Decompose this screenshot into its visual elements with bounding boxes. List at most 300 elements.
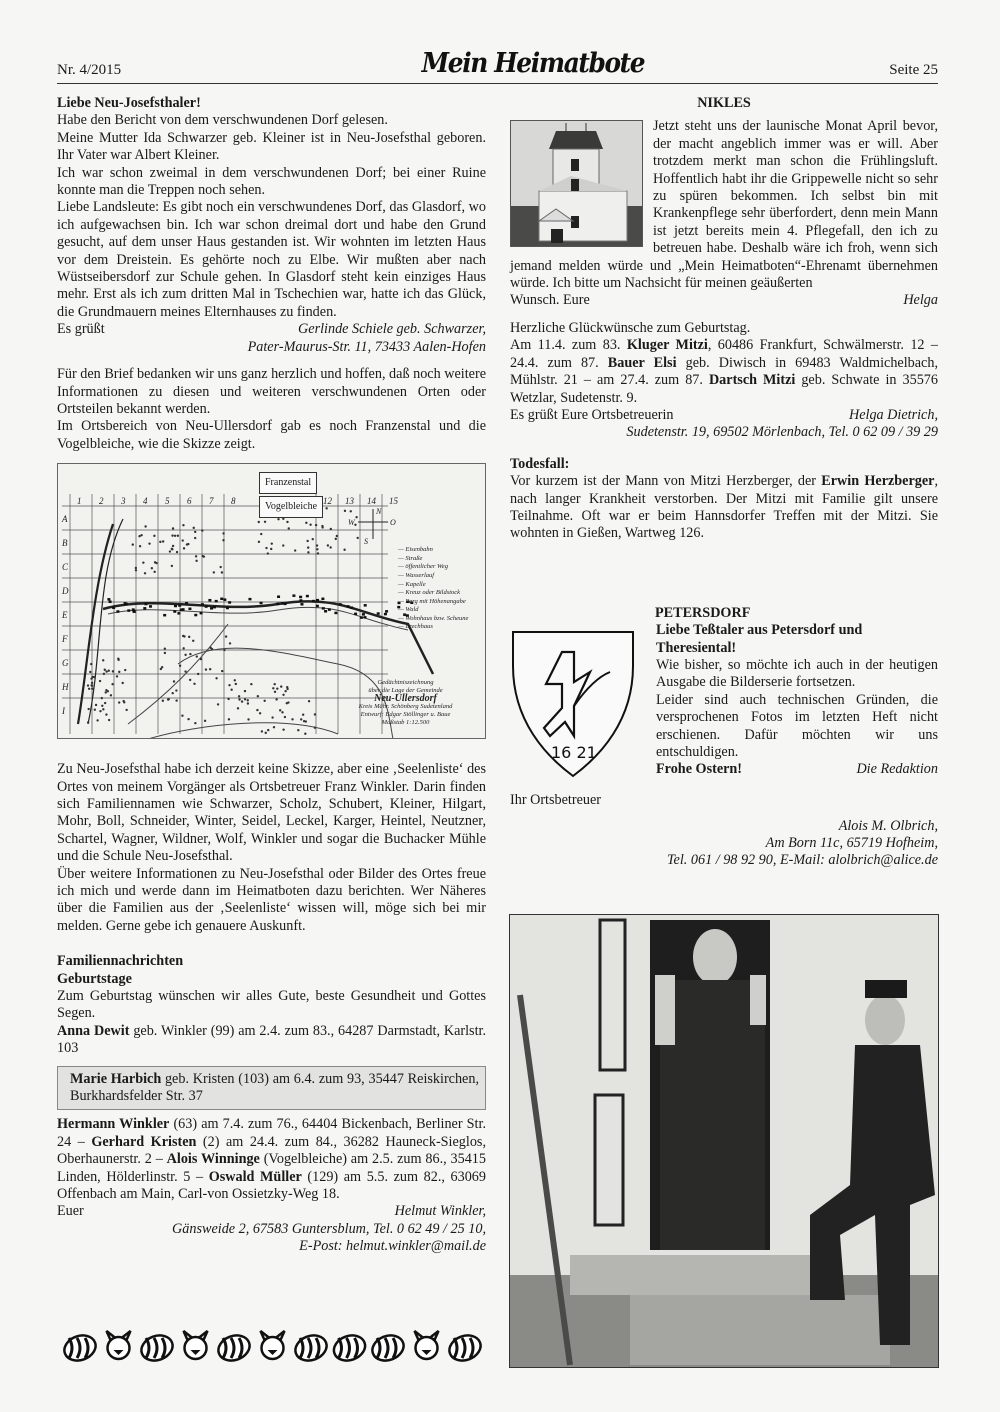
map-tree-mark — [316, 548, 318, 550]
map-house-mark — [276, 603, 279, 606]
map-tree-mark — [140, 534, 142, 536]
map-tree-mark — [282, 729, 284, 731]
map-row-label: B — [62, 538, 68, 549]
map-tree-mark — [99, 680, 101, 682]
map-tree-mark — [282, 518, 284, 520]
map-tree-mark — [250, 683, 252, 685]
person-name: Oswald Müller — [208, 1168, 302, 1185]
subheading-geburtstage: Geburtstage — [57, 970, 132, 987]
right-column — [510, 95, 938, 870]
map-column-label: 6 — [187, 496, 192, 507]
map-tree-mark — [336, 535, 338, 537]
map-title-line: Kreis Mähr. Schönberg Sudetenland — [358, 703, 453, 711]
map-tree-mark — [227, 698, 229, 700]
map-tree-mark — [280, 686, 282, 688]
map-tree-mark — [270, 548, 272, 550]
map-tree-mark — [179, 665, 181, 667]
map-tree-mark — [200, 658, 202, 660]
map-tree-mark — [314, 713, 316, 715]
map-tree-mark — [173, 680, 175, 682]
page-number: Seite 25 — [889, 62, 938, 78]
map-tree-mark — [108, 719, 110, 721]
map-tree-mark — [344, 510, 346, 512]
map-house-mark — [312, 600, 315, 603]
map-tree-mark — [124, 669, 126, 671]
entry-details: geb. Schwate in 35576 Wetzlar, Sudetenstr. 9. — [510, 372, 938, 406]
map-tree-mark — [217, 703, 219, 705]
map-tree-mark — [357, 537, 359, 539]
signer-contact: Tel. 061 / 98 92 90, E-Mail: alolbrich@alice.de — [666, 852, 938, 869]
map-tree-mark — [271, 543, 273, 545]
map-title-block — [328, 679, 483, 727]
map-tree-mark — [267, 552, 269, 554]
nikles-signature — [510, 292, 938, 309]
map-tree-mark — [194, 722, 196, 724]
map-tree-mark — [132, 544, 134, 546]
map-tree-mark — [121, 682, 123, 684]
map-tree-mark — [153, 535, 155, 537]
map-tree-mark — [116, 675, 118, 677]
map-house-mark — [277, 596, 280, 599]
map-tree-mark — [230, 689, 232, 691]
map-scale: Maßstab 1:12.500 — [381, 719, 430, 727]
map-tree-mark — [103, 673, 105, 675]
map-house-mark — [133, 611, 136, 614]
map-tree-mark — [101, 697, 103, 699]
map-column-label: 3 — [121, 496, 126, 507]
map-tree-mark — [263, 700, 265, 702]
map-house-mark — [354, 613, 357, 616]
map-house-mark — [127, 609, 130, 612]
historic-photo-doorway — [509, 914, 939, 1368]
map-tree-mark — [211, 648, 213, 650]
map-tree-mark — [176, 551, 178, 553]
map-tree-mark — [89, 671, 91, 673]
map-tree-mark — [174, 535, 176, 537]
map-tree-mark — [102, 708, 104, 710]
person-name: Alois Winninge — [166, 1151, 260, 1168]
map-tree-mark — [275, 698, 277, 700]
todesfall-text-part: , nach langer Krankheit verstorben. Der Mitzi mit Familie gilt unsere Teilnahme. Oft war er beim Hannsdorfer Treffen mit der Mitzi. Sie wohnten in Gießen, Wartweg 126. — [510, 473, 939, 542]
petersdorf-paragraph: Wie bisher, so möchte ich auch in der heutigen Ausgabe die Bilderserie fortsetzen. — [656, 656, 938, 691]
map-house-mark — [377, 612, 380, 615]
map-tree-mark — [234, 679, 236, 681]
compass-icon — [358, 509, 388, 539]
wavy-egg-icon — [369, 1331, 407, 1364]
map-tree-mark — [271, 716, 273, 718]
map-house-mark — [116, 610, 119, 613]
map-house-mark — [200, 612, 203, 615]
striped-egg-icon — [138, 1331, 176, 1364]
map-house-mark — [112, 607, 115, 610]
person-name: Erwin Herzberger — [821, 473, 935, 490]
map-tree-mark — [160, 668, 162, 670]
map-house-mark — [205, 605, 208, 608]
map-house-mark — [362, 613, 365, 616]
map-house-mark — [174, 605, 177, 608]
map-tree-mark — [305, 720, 307, 722]
map-tree-mark — [194, 537, 196, 539]
map-tree-mark — [91, 682, 93, 684]
compass-label: N — [376, 507, 382, 517]
map-tree-mark — [123, 701, 125, 703]
dotted-egg-icon — [62, 1331, 99, 1364]
map-house-mark — [306, 595, 309, 598]
map-tree-mark — [229, 642, 231, 644]
map-tree-mark — [272, 687, 274, 689]
map-house-mark — [220, 598, 223, 601]
letter-paragraph: Ich war schon zweimal in dem verschwundenen Dorf; bei einer Ruine konnte man die Treppen noch sehen. — [57, 164, 486, 199]
map-tree-mark — [187, 718, 189, 720]
map-tree-mark — [237, 707, 239, 709]
compass-label: W — [348, 518, 355, 528]
map-house-mark — [194, 614, 197, 617]
map-tree-mark — [225, 636, 227, 638]
map-tree-mark — [184, 670, 186, 672]
map-tree-mark — [247, 718, 249, 720]
map-tree-mark — [182, 524, 184, 526]
map-tree-mark — [90, 663, 92, 665]
birthday-entries — [57, 1116, 486, 1203]
entry-details: geb. Diwisch in 69483 Waldmichelbach, Mühlstr. 21 – am 27.4. zum 87. — [510, 354, 938, 389]
map-tree-mark — [267, 729, 269, 731]
map-column-label: 14 — [367, 496, 376, 507]
contact-name: Helga Dietrich, — [848, 406, 938, 423]
map-tree-mark — [294, 549, 296, 551]
map-house-mark — [260, 602, 263, 605]
map-house-mark — [178, 604, 181, 607]
map-house-mark — [144, 603, 147, 606]
map-tree-mark — [307, 547, 309, 549]
map-house-mark — [188, 608, 191, 611]
signer-address: Am Born 11c, 65719 Hofheim, — [765, 834, 938, 851]
greeting: Euer — [57, 1203, 84, 1220]
map-tree-mark — [182, 647, 184, 649]
greeting: Es grüßt — [57, 321, 105, 338]
map-tree-mark — [201, 530, 203, 532]
entry-details: , 60486 Frankfurt, Schwälmerstr. 12 – 24.4. zum 87. — [510, 337, 938, 371]
map-house-mark — [281, 602, 284, 605]
map-legend-item: — Kapelle — [398, 580, 426, 588]
map-tree-mark — [197, 673, 199, 675]
map-tree-mark — [153, 571, 155, 573]
map-tree-mark — [247, 699, 249, 701]
reply-paragraph: Für den Brief bedanken wir uns ganz herzlich und hoffen, daß noch weitere Informationen zu diesen und weiteren verschwundenen Orten oder Ortsteilen bekannt werden. — [57, 366, 486, 417]
map-tree-mark — [235, 683, 237, 685]
map-tree-mark — [192, 640, 194, 642]
map-title-line: über die Lage der Gemeinde — [368, 687, 443, 695]
map-tree-mark — [257, 695, 259, 697]
map-house-mark — [173, 610, 176, 613]
map-tree-mark — [286, 686, 288, 688]
map-tree-mark — [282, 544, 284, 546]
signer-email: E-Post: helmut.winkler@mail.de — [299, 1238, 486, 1255]
map-tree-mark — [284, 690, 286, 692]
map-tree-mark — [265, 732, 267, 734]
map-tree-mark — [125, 709, 127, 711]
map-house-mark — [223, 599, 226, 602]
map-house-mark — [292, 595, 295, 598]
person-name: Dartsch Mitzi — [708, 372, 796, 389]
reply-paragraph: Im Ortsbereich von Neu-Ullersdorf gab es noch Franzenstal und die Vogelbleiche, wie die Skizze zeigt. — [57, 418, 486, 452]
map-tree-mark — [288, 527, 290, 529]
map-column-label: 1 — [77, 496, 82, 507]
map-house-mark — [322, 607, 325, 610]
map-tree-mark — [244, 690, 246, 692]
map-tree-mark — [162, 700, 164, 702]
map-tree-mark — [291, 718, 293, 720]
map-row-label: A — [62, 514, 68, 525]
map-tree-mark — [171, 548, 173, 550]
person-name: Bauer Elsi — [607, 354, 677, 371]
map-tree-mark — [286, 521, 288, 523]
map-tree-mark — [300, 718, 302, 720]
map-house-mark — [339, 603, 342, 606]
closing: Ihr Ortsbetreuer — [510, 792, 601, 809]
chick-in-egg-icon — [330, 1331, 368, 1364]
map-tree-mark — [306, 540, 308, 542]
map-column-label: 13 — [345, 496, 354, 507]
map-tree-mark — [164, 648, 166, 650]
map-house-mark — [177, 612, 180, 615]
entry-details: geb. Kristen (103) am 6.4. zum 93, 35447 Reiskirchen, Burkhardsfelder Str. 37 — [70, 1070, 479, 1105]
letter-title: Liebe Neu-Josefsthaler! — [57, 95, 201, 111]
banded-egg-icon — [446, 1331, 484, 1364]
map-tree-mark — [172, 545, 174, 547]
map-tree-mark — [151, 567, 153, 569]
signer-name: Helmut Winkler, — [394, 1203, 486, 1220]
map-tree-mark — [91, 688, 93, 690]
section-title-petersdorf: PETERSDORF — [655, 604, 751, 621]
map-tree-mark — [264, 521, 266, 523]
entry-details: geb. Winkler (99) am 2.4. zum 83., 64287 Darmstadt, Karlstr. 103 — [57, 1022, 487, 1057]
map-tree-mark — [282, 694, 284, 696]
map-house-mark — [109, 601, 112, 604]
map-legend-item: — Wald — [398, 606, 419, 614]
map-tree-mark — [171, 535, 173, 537]
family-signature — [57, 1203, 486, 1220]
letter-signature — [57, 321, 486, 338]
map-tree-mark — [95, 704, 97, 706]
map-tree-mark — [258, 521, 260, 523]
map-tree-mark — [222, 539, 224, 541]
nikles-birthdays — [510, 337, 938, 407]
map-house-mark — [213, 606, 216, 609]
map-tree-mark — [110, 694, 112, 696]
easter-greeting: Frohe Ostern! — [656, 761, 743, 778]
map-tree-mark — [213, 571, 215, 573]
map-house-mark — [360, 616, 363, 619]
map-tree-mark — [112, 670, 114, 672]
closing: Wunsch. Eure — [510, 292, 590, 309]
map-tree-mark — [316, 544, 318, 546]
map-tree-mark — [87, 708, 89, 710]
map-house-mark — [316, 605, 319, 608]
map-tree-mark — [175, 700, 177, 702]
map-tree-mark — [88, 688, 90, 690]
map-column-label: 12 — [323, 496, 332, 507]
map-tree-mark — [281, 711, 283, 713]
map-tree-mark — [148, 543, 150, 545]
compass-label: S — [364, 537, 368, 547]
map-tree-mark — [169, 550, 171, 552]
map-tree-mark — [135, 569, 137, 571]
person-name: Hermann Winkler — [57, 1116, 170, 1133]
map-tree-mark — [261, 730, 263, 732]
map-tree-mark — [223, 649, 225, 651]
todesfall-text-part: Vor kurzem ist der Mann von Mitzi Herzberger, der — [510, 473, 822, 490]
map-tree-mark — [256, 709, 258, 711]
map-column-label: 15 — [389, 496, 398, 507]
map-tree-mark — [188, 636, 190, 638]
church-photo — [510, 120, 643, 247]
map-tree-mark — [175, 689, 177, 691]
letter-neu-josefsthal — [57, 95, 486, 356]
map-legend-item: — Eisenbahn — [398, 546, 433, 554]
map-house-mark — [364, 604, 367, 607]
map-tree-mark — [307, 551, 309, 553]
map-tree-mark — [135, 567, 137, 569]
map-house-mark — [321, 598, 324, 601]
masthead-logo: Mein Heimatbote — [421, 48, 645, 79]
photo-image — [510, 915, 939, 1368]
map-row-label: G — [62, 658, 69, 669]
map-tree-mark — [187, 543, 189, 545]
signer-name: Alois M. Olbrich, — [838, 817, 938, 834]
map-tree-mark — [189, 653, 191, 655]
nikles-body: Jetzt steht uns der launische Monat April bevor, der macht angeblich immer was er will. Aber trotzdem merkt man schon die Frühlingsluft. Hoffentlich habt ihr die Grippewelle nicht so sehr zu spüren bekommen. Ich selbst bin mit Krankenpflege sehr überfordert, denn mein Mann ist jetzt bereits mein 4. Pflegefall, den ich zu betreuen habe. Deshalb wäre ich froh, wenn sich jemand melden würde und „Mein Heimatboten“-Ehrenamt übernehmen würde. Ich bitte um Nachsicht für meinen geäußerten — [510, 118, 938, 292]
map-tree-mark — [172, 692, 174, 694]
map-tree-mark — [94, 709, 96, 711]
map-row-label: E — [62, 610, 68, 621]
map-house-mark — [185, 602, 188, 605]
highlighted-birthday-entry — [57, 1066, 486, 1111]
bunny-icon — [107, 1331, 131, 1359]
map-house-mark — [143, 607, 146, 610]
map-house-mark — [334, 612, 337, 615]
map-tree-mark — [308, 700, 310, 702]
petersdorf-sign-off — [656, 761, 938, 778]
map-tree-mark — [164, 652, 166, 654]
bunny-icon — [415, 1331, 439, 1359]
map-tree-mark — [96, 719, 98, 721]
map-house-mark — [124, 602, 127, 605]
map-tree-mark — [335, 538, 337, 540]
signer-name: Gerlinde Schiele geb. Schwarzer, — [298, 321, 486, 338]
map-tree-mark — [177, 535, 179, 537]
section-heading-familiennachrichten: Familiennachrichten — [57, 953, 184, 970]
easter-decoration-row — [62, 1330, 487, 1366]
person-name: Marie Harbich — [70, 1070, 162, 1087]
map-tree-mark — [193, 683, 195, 685]
signer-address: Pater-Maurus-Str. 11, 73433 Aalen-Hofen — [247, 338, 486, 355]
map-tree-mark — [101, 705, 103, 707]
map-legend-item: — Wohnhaus bzw. Scheune — [398, 614, 469, 622]
map-tree-mark — [193, 527, 195, 529]
entry-details: (129) am 5.5. zum 82., 63069 Offenbach am Main, Carl-von Ossietzky-Weg 18. — [57, 1168, 486, 1203]
map-tree-mark — [258, 541, 260, 543]
map-tree-mark — [108, 670, 110, 672]
map-tree-mark — [312, 538, 314, 540]
map-legend — [398, 546, 468, 632]
congrats-line: Herzliche Glückwünsche zum Geburtstag. — [510, 319, 751, 336]
birthday-intro: Zum Geburtstag wünschen wir alles Gute, beste Gesundheit und Gottes Segen. — [57, 988, 486, 1022]
greeting: Es grüßt Eure Ortsbetreuerin — [510, 406, 674, 423]
map-tree-mark — [105, 671, 107, 673]
map-tree-mark — [195, 555, 197, 557]
map-title-line: Gedächtniszeichnung — [377, 679, 434, 687]
map-tree-mark — [104, 669, 106, 671]
chick-icon — [184, 1331, 208, 1359]
map-legend-item: — Kreuz oder Bildstock — [398, 589, 461, 597]
map-tree-mark — [102, 659, 104, 661]
map-tree-mark — [228, 718, 230, 720]
map-tree-mark — [90, 684, 92, 686]
map-legend-item: — Berg mit Höhenangabe — [398, 597, 466, 605]
map-tree-mark — [183, 635, 185, 637]
map-row-label: I — [62, 706, 65, 717]
map-tree-mark — [317, 552, 319, 554]
map-legend-item: — Wasserlauf — [398, 571, 435, 579]
map-tree-mark — [315, 524, 317, 526]
map-tree-mark — [350, 510, 352, 512]
map-tree-mark — [195, 560, 197, 562]
letter-paragraph: Liebe Landsleute: Es gibt noch ein verschwundenes Dorf, das Glasdorf, wo ich aufgewachsen bin. Ich war schon dreimal dort und habe den Grund gesucht, auf dem unser Haus gestanden ist. Wir wohnten im letzten Haus vor dem Dreistein. Es gehörte noch zu Elbe. Wir mußten aber nach Wüstseibersdorf zur Schule gehen. In Glasdorf steht kein einziges Haus mehr. Erst als ich zum dritten Mal in Tschechien war, hatte ich das Glück, die Grundmauern meines Elternhauses zu finden. — [57, 199, 486, 320]
entry-details: (Vogelbleiche) am 2.5. zum 86., 35415 Linden, Hölderlinstr. 5 – — [57, 1151, 486, 1185]
crest-year: 16 21 — [551, 743, 597, 763]
map-title-main: Neu-Ullersdorf — [374, 693, 437, 705]
map-tree-mark — [277, 518, 279, 520]
map-tree-mark — [104, 702, 106, 704]
entry-details: (2) am 24.4. zum 84., 36282 Hauneck-Sieglos, Oberhaunerstr. 2 – — [57, 1133, 486, 1168]
map-house-mark — [328, 608, 331, 611]
map-tree-mark — [321, 526, 323, 528]
wavy-egg-icon — [215, 1331, 253, 1364]
map-house-mark — [347, 605, 350, 608]
map-column-label: 2 — [99, 496, 104, 507]
map-tree-mark — [274, 691, 276, 693]
map-tree-mark — [105, 689, 107, 691]
map-tree-mark — [314, 727, 316, 729]
map-tree-mark — [154, 561, 156, 563]
seelenliste-paragraph: Zu Neu-Josefsthal habe ich derzeit keine Skizze, aber eine ‚Seelenliste‘ des Ortes von meinem Vorgänger als Ortsbetreuer Franz Winkler. Darin finden sich Familiennamen wie Schwarzer, Scholz, Schubert, Kleiner, Hilgart, Mohr, Boll, Schneider, Winter, Seidel, Leckel, Karger, Heintel, Neutzner, Schartel, Wagner, Wildner, Wolf, Winkler und sogar die Buchacker Mühle und die Schule Neu-Josefsthal. — [57, 761, 486, 865]
map-tree-mark — [87, 721, 89, 723]
map-tree-mark — [183, 547, 185, 549]
map-tree-mark — [118, 671, 120, 673]
map-tree-mark — [287, 701, 289, 703]
seelenliste-paragraph: Über weitere Informationen zu Neu-Josefsthal oder Bilder des Ortes freue ich mich und werde dann im Heimatboten dazu berichten. Wer Näheres über die Familien aus der ‚Seelenliste‘ wissen will, möge sich bei mir melden. Gerne gebe ich genauere Auskunft. — [57, 865, 486, 934]
entry-details: (63) am 7.4. zum 76., 64404 Bickenbach, Berliner Str. 24 – — [57, 1116, 486, 1150]
left-column — [57, 95, 486, 1256]
person-name: Gerhard Kristen — [91, 1133, 197, 1150]
map-tree-mark — [209, 668, 211, 670]
map-tree-mark — [221, 571, 223, 573]
map-tree-mark — [159, 541, 161, 543]
map-tree-mark — [327, 544, 329, 546]
map-tree-mark — [162, 540, 164, 542]
map-tree-mark — [138, 535, 140, 537]
map-tree-mark — [304, 733, 306, 735]
map-tree-mark — [265, 547, 267, 549]
map-tree-mark — [219, 566, 221, 568]
crest-shield-icon — [510, 626, 636, 786]
map-legend-item: — öffentlicher Weg — [398, 563, 448, 571]
person-name: Anna Dewit — [57, 1022, 130, 1039]
map-legend-item: — Brechhaus — [398, 623, 433, 631]
map-tree-mark — [238, 695, 240, 697]
signer-name: Helga — [903, 292, 938, 309]
map-label-vogelbleiche: Vogelbleiche — [259, 496, 323, 517]
